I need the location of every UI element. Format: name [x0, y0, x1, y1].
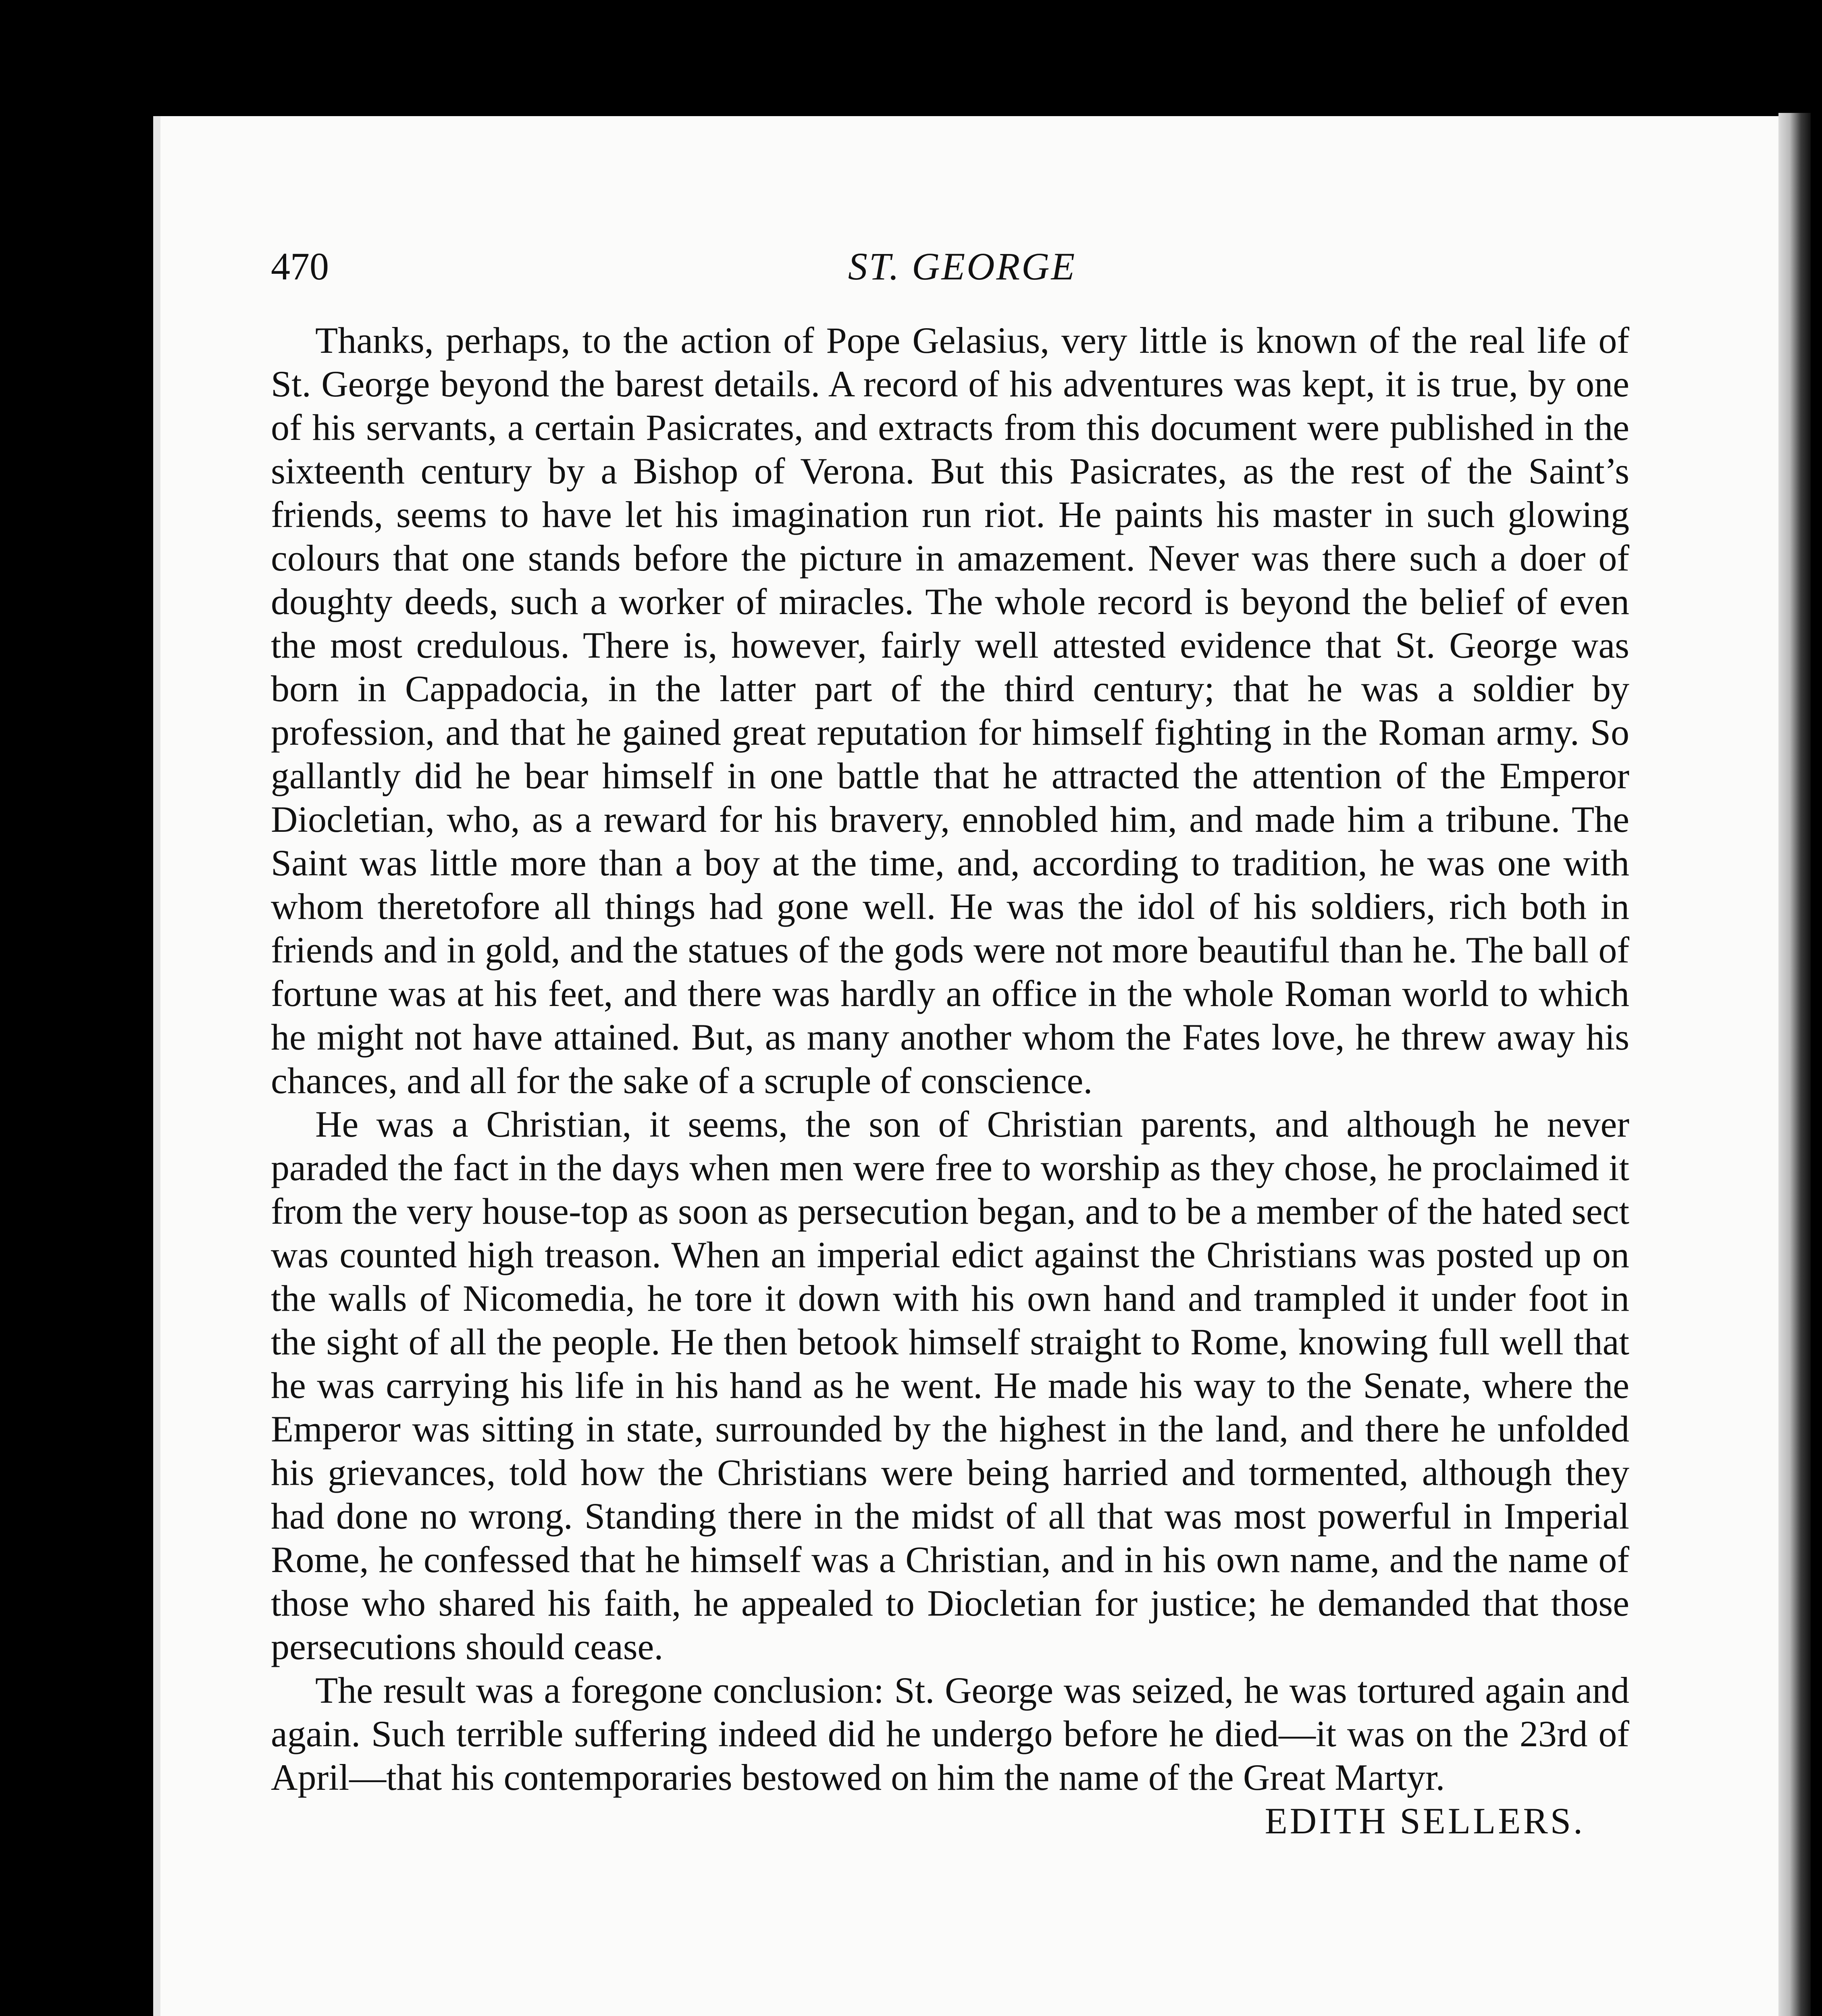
running-title: ST. GEORGE	[848, 245, 1077, 288]
author-signature: EDITH SELLERS.	[1265, 1800, 1585, 1841]
article-body	[271, 319, 1629, 1843]
book-binding-shadow	[1778, 113, 1811, 2016]
paragraph: Thanks, perhaps, to the action of Pope Gelasius, very little is known of the real life of St. George beyond the barest details. A record of his adventures was kept, it is true, by one of his servants, a certain Pasicrates, and extracts from this document were published in the sixteenth century by a Bishop of Verona. But this Pasicrates, as the rest of the Saint’s friends, seems to have let his imagination run riot. He paints his master in such glowing colours that one stands before the picture in amazement. Never was there such a doer of doughty deeds, such a worker of miracles. The whole record is beyond the belief of even the most credulous. There is, however, fairly well attested evidence that St. George was born in Cappadocia, in the latter part of the third century; that he was a soldier by profession, and that he gained great reputation for himself fighting in the Roman army. So gallantly did he bear himself in one battle that he attracted the attention of the Emperor Diocletian, who, as a reward for his bravery, ennobled him, and made him a tribune. The Saint was little more than a boy at the time, and, according to tradition, he was one with whom theretofore all things had gone well. He was the idol of his soldiers, rich both in friends and in gold, and the statues of the gods were not more beautiful than he. The ball of fortune was at his feet, and there was hardly an office in the whole Roman world to which he might not have attained. But, as many another whom the Fates love, he threw away his chances, and all for the sake of a scruple of conscience.	[271, 320, 1629, 1101]
page-number: 470	[271, 245, 329, 288]
running-head	[271, 232, 1629, 292]
page-edge	[153, 116, 160, 2016]
paragraph: He was a Christian, it seems, the son of Christian parents, and although he never paraded the fact in the days when men were free to worship as they chose, he proclaimed it from the very house-top as soon as persecution began, and to be a member of the hated sect was counted high treason. When an imperial edict against the Christians was posted up on the walls of Nicomedia, he tore it down with his own hand and trampled it under foot in the sight of all the people. He then betook himself straight to Rome, knowing full well that he was carrying his life in his hand as he went. He made his way to the Senate, where the Emperor was sitting in state, surrounded by the highest in the land, and there he unfolded his grievances, told how the Christians were being harried and tormented, although they had done no wrong. Standing there in the midst of all that was most powerful in Imperial Rome, he confessed that he himself was a Christian, and in his own name, and the name of those who shared his faith, he appealed to Diocletian for justice; he demanded that those persecutions should cease.	[271, 1104, 1629, 1667]
paragraph: The result was a foregone conclusion: St. George was seized, he was tortured again and again. Such terrible suffering indeed did he undergo before he died—it was on the 23rd of April—that his contemporaries bestowed on him the name of the Great Martyr.	[271, 1670, 1629, 1798]
